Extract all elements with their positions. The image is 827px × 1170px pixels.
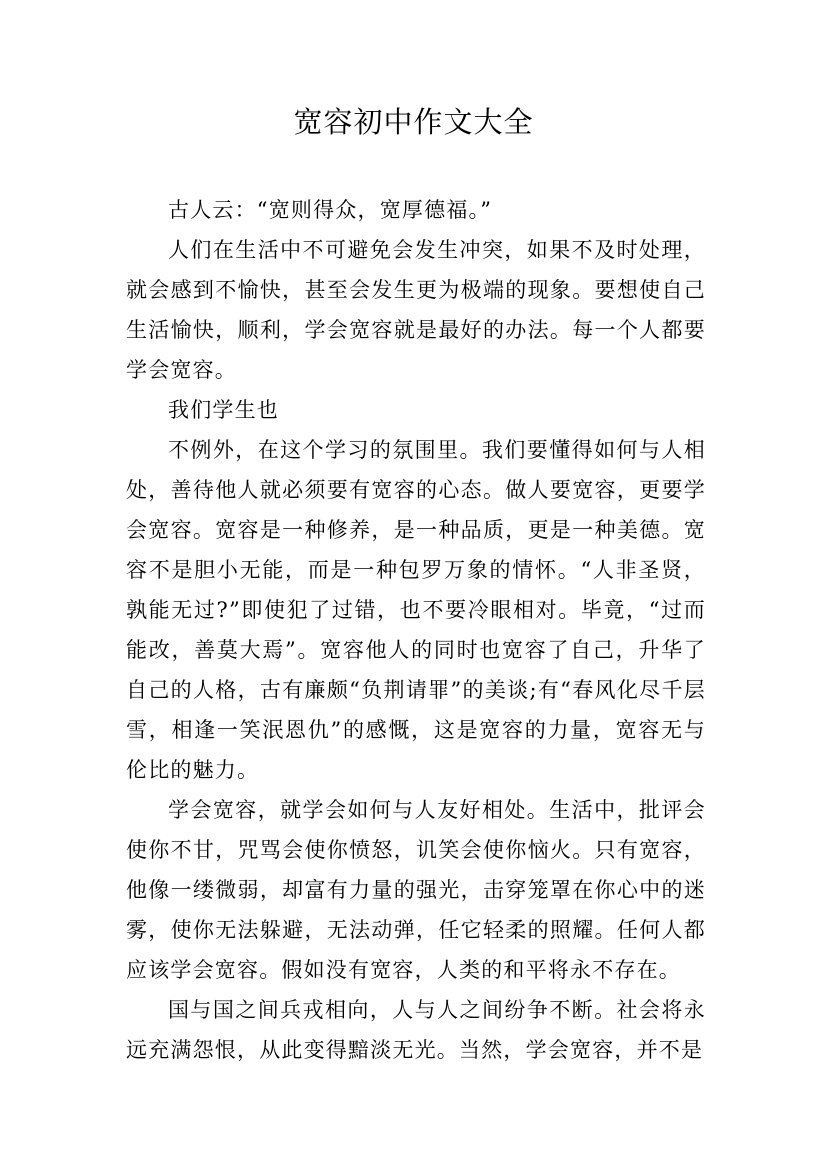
- document-body: [126, 190, 706, 1070]
- paragraph-3: 我们学生也: [168, 398, 279, 422]
- document-title: 宽容初中作文大全: [293, 105, 534, 139]
- paragraph-2: 人们在生活中不可避免会发生冲突，如果不及时处理，就会感到不愉快，甚至会发生更为极端的现象。要想使自己生活愉快，顺利，学会宽容就是最好的办法。每一个人都要学会宽容。: [126, 238, 706, 382]
- paragraph-4: 不例外，在这个学习的氛围里。我们要懂得如何与人相处，善待他人就必须要有宽容的心态。做人要宽容，更要学会宽容。宽容是一种修养，是一种品质，更是一种美德。宽容不是胆小无能，而是一种包罗万象的情怀。“人非圣贤，孰能无过?”即使犯了过错，也不要冷眼相对。毕竟，“过而能改，善莫大焉”。宽容他人的同时也宽容了自己，升华了自己的人格，古有廉颇“负荆请罪”的美谈;有“春风化尽千层雪，相逢一笑泯恩仇”的感慨，这是宽容的力量，宽容无与伦比的魅力。: [126, 438, 706, 782]
- paragraph-1: 古人云：“宽则得众，宽厚德福。”: [168, 198, 493, 222]
- paragraph-6: 国与国之间兵戎相向，人与人之间纷争不断。社会将永远充满怨恨，从此变得黯淡无光。当然，学会宽容，并不是: [126, 998, 706, 1062]
- paragraph-5: 学会宽容，就学会如何与人友好相处。生活中，批评会使你不甘，咒骂会使你愤怒，讥笑会使你恼火。只有宽容，他像一缕微弱，却富有力量的强光，击穿笼罩在你心中的迷雾，使你无法躲避，无法动弹，任它轻柔的照耀。任何人都应该学会宽容。假如没有宽容，人类的和平将永不存在。: [126, 798, 706, 982]
